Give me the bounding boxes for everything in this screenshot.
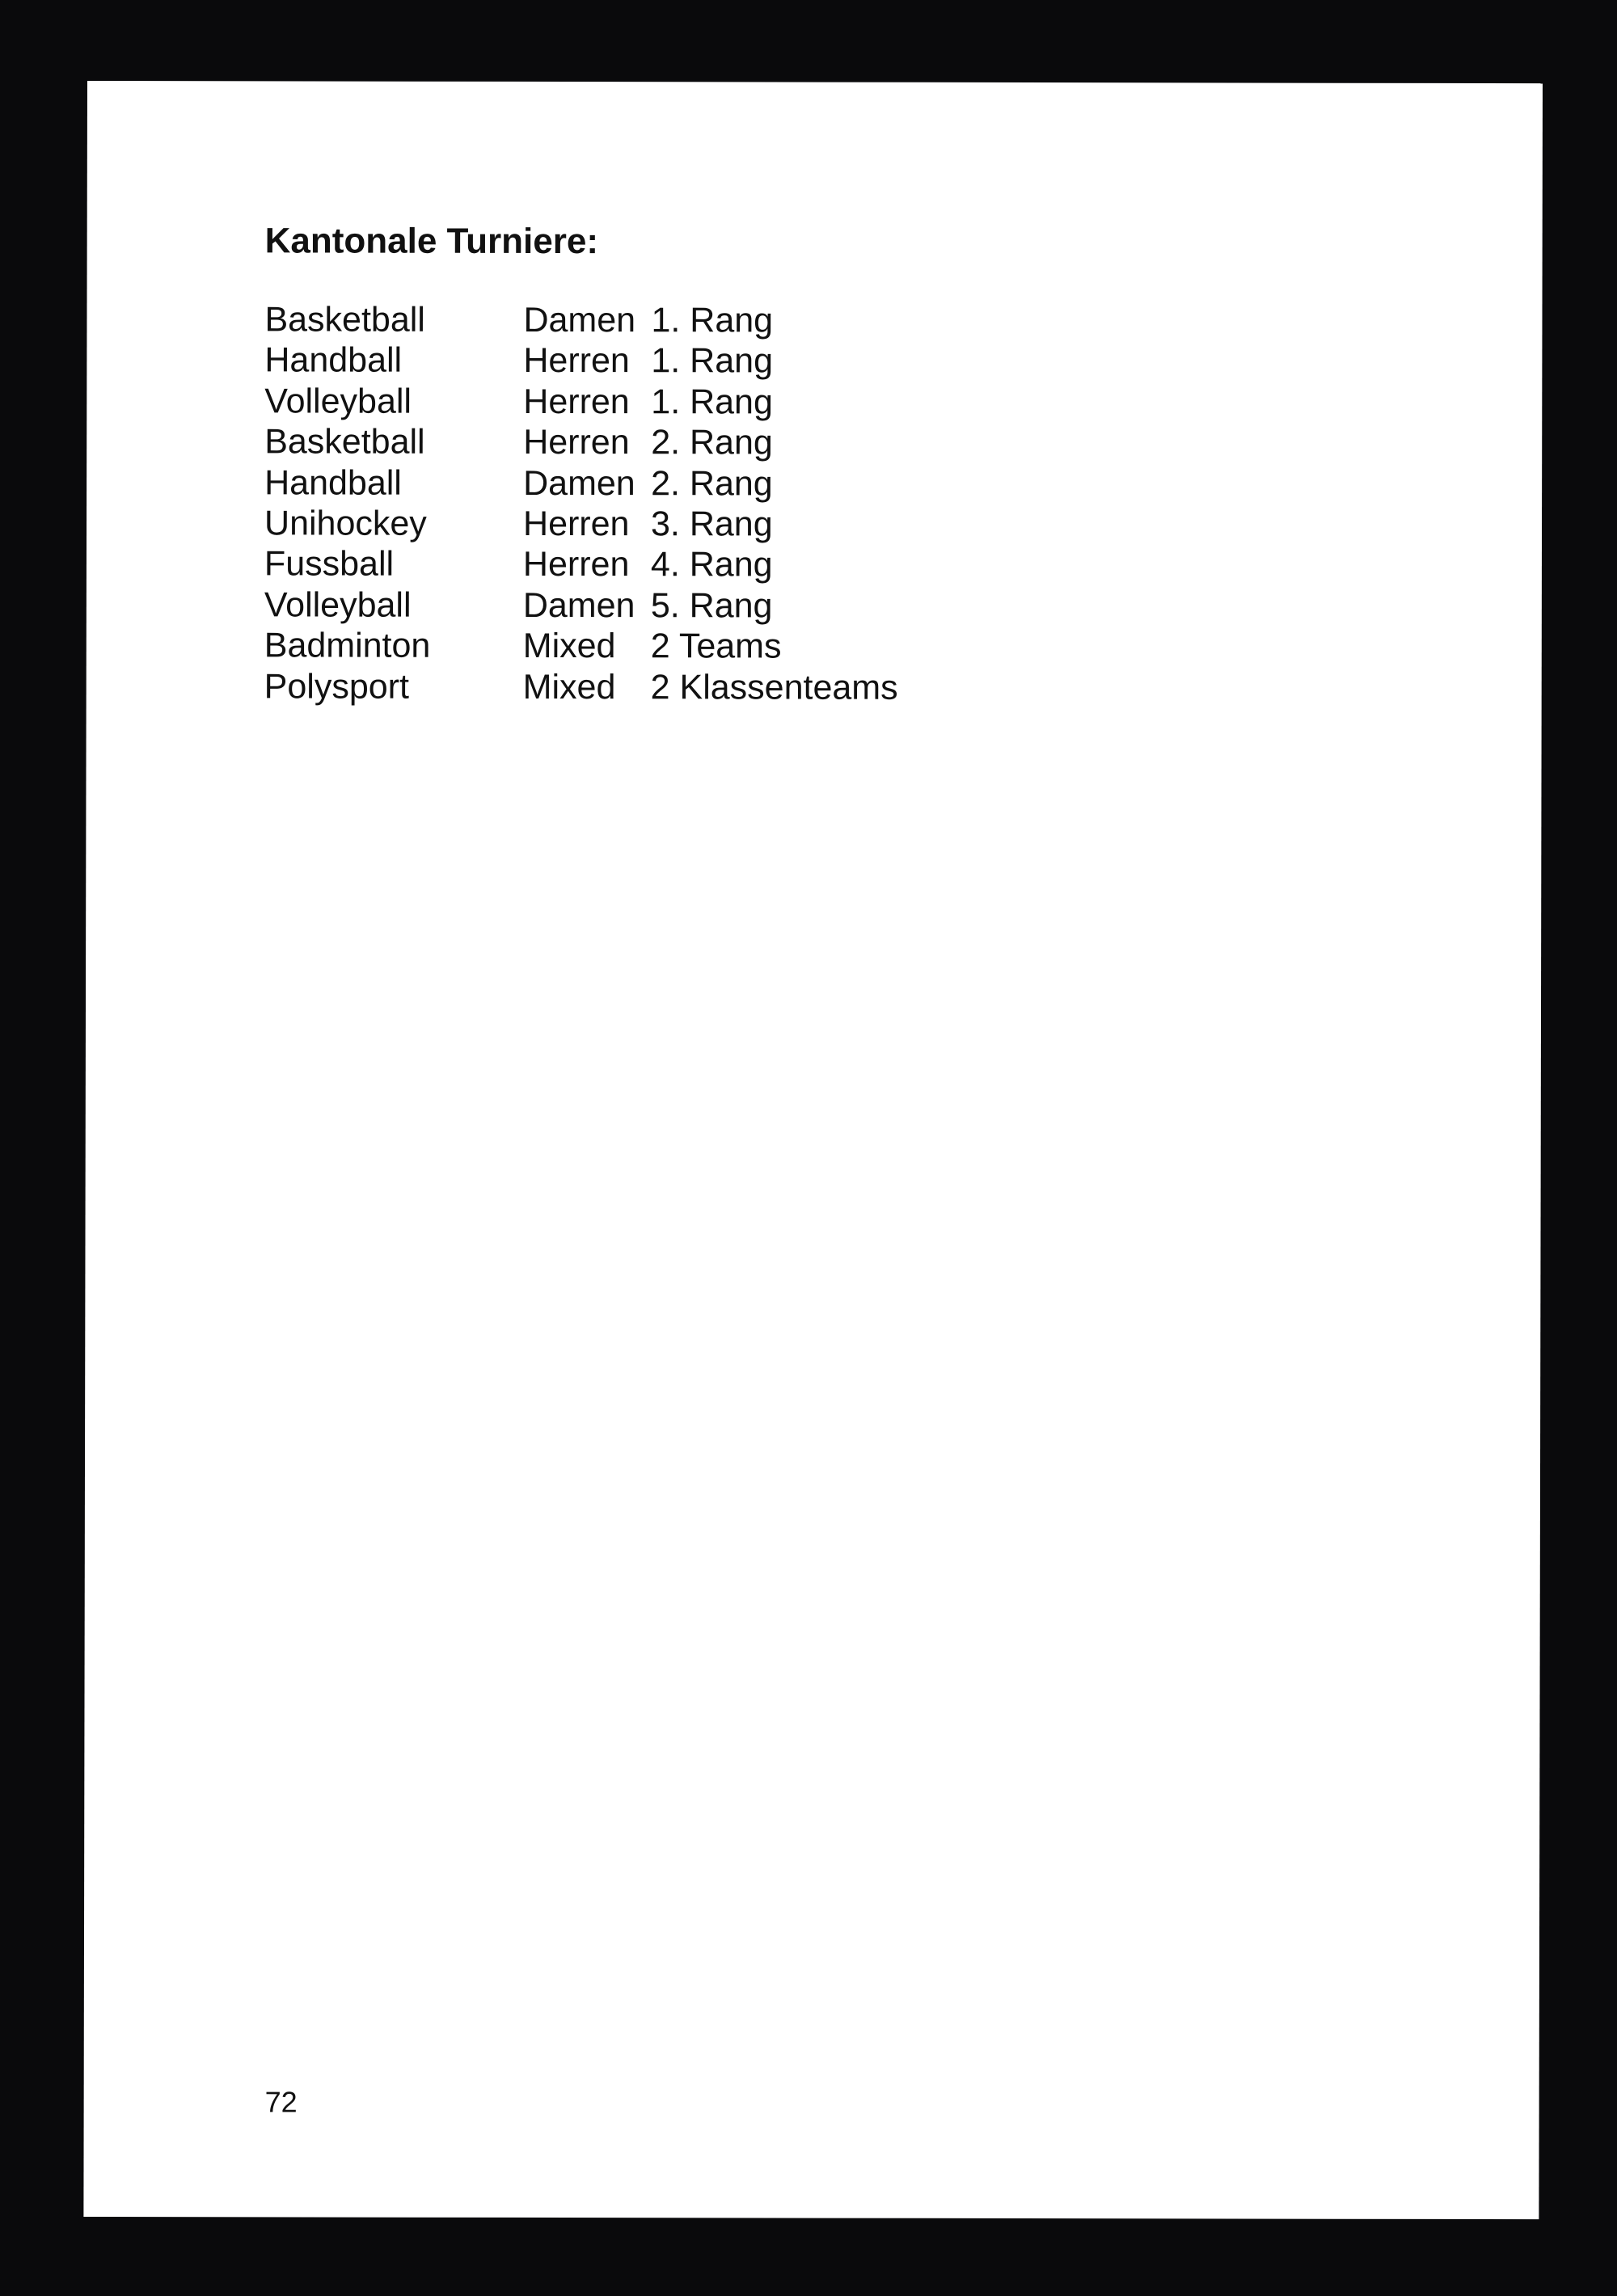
sport-name: Badminton — [264, 626, 431, 665]
placement: 3. Rang — [651, 504, 773, 544]
sport-name: Volleyball — [264, 382, 412, 421]
document-page — [83, 81, 1543, 2219]
page-number: 72 — [264, 2085, 298, 2119]
placement: 5. Rang — [650, 585, 773, 626]
placement: 1. Rang — [651, 382, 773, 422]
page-title: Kantonale Turniere: — [264, 221, 599, 262]
placement: 2 Teams — [650, 627, 782, 666]
sport-name: Handball — [264, 340, 403, 381]
team-group: Herren — [523, 341, 630, 381]
placement: 2. Rang — [651, 423, 773, 462]
results-list — [264, 299, 898, 707]
placement: 2 Klassenteams — [650, 667, 898, 707]
placement: 2. Rang — [651, 463, 773, 504]
sport-name: Basketball — [264, 300, 425, 340]
placement: 1. Rang — [651, 301, 774, 340]
placement: 4. Rang — [650, 545, 773, 585]
team-group: Mixed — [522, 667, 616, 707]
sport-name: Fussball — [264, 544, 395, 585]
team-group: Herren — [522, 545, 630, 585]
sport-name: Unihockey — [264, 504, 427, 543]
team-group: Herren — [523, 382, 630, 421]
placement: 1. Rang — [651, 341, 774, 381]
team-group: Damen — [523, 463, 635, 503]
sport-name: Volleyball — [264, 585, 412, 625]
team-group: Damen — [522, 585, 635, 625]
team-group: Herren — [523, 504, 630, 544]
team-group: Herren — [523, 423, 630, 462]
sport-name: Basketball — [264, 422, 425, 462]
sport-name: Handball — [264, 462, 402, 503]
team-group: Damen — [523, 300, 636, 340]
team-group: Mixed — [522, 627, 616, 666]
sport-name: Polysport — [264, 666, 409, 707]
